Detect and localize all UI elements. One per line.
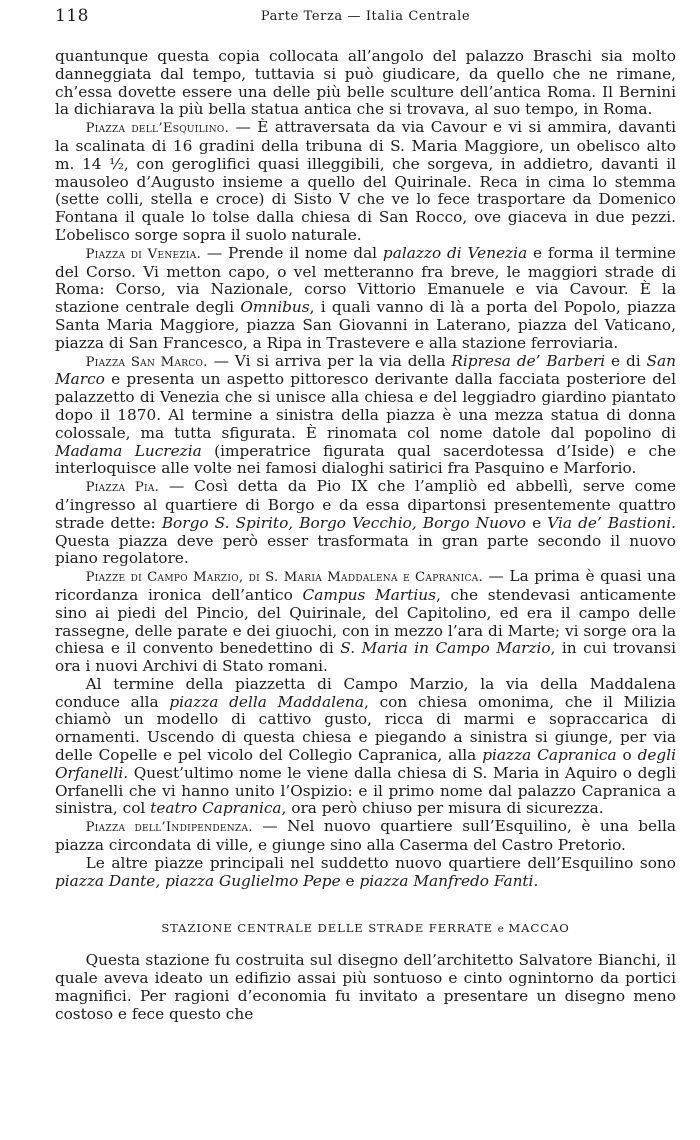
paragraph-text: Questa stazione fu costruita sul disegno dell’architetto Salvatore Bianchi, il quale aveva ideato un edifizio assai più sontuoso e cinto ognintorno da portici magnifici. Per ragioni d’economia fu invitato a presentare un disegno meno costoso e fece questo che (55, 951, 676, 1023)
entry-heading: Piazza di Venezia. (85, 246, 202, 262)
paragraph-piazza-pia (55, 478, 676, 568)
italic-run: piazza Manfredo Fanti. (359, 871, 539, 890)
text-run: Quest’ultimo nome le viene dalla chiesa di S. Maria in Aquiro o degli Orfanelli che vi hanno unito l’Ospizio: e il primo nome dal palazzo Capranica a sinistra, col (55, 763, 676, 818)
entry-heading: Piazza dell’Esquilino. (85, 121, 230, 137)
paragraph-piazza-san-marco (55, 353, 676, 479)
running-title: Parte Terza — Italia Centrale (260, 9, 471, 24)
text-run: (imperatrice figurata qual sacerdotessa d’Iside) e che interloquisce alle volte nei famosi dialoghi satirici fra Pasquino e Marforio. (55, 441, 676, 478)
section-title-conjunction: e (497, 923, 504, 936)
paragraph-piazza-indipendenza (55, 818, 676, 855)
entry-heading: Piazza Pia. (85, 480, 160, 496)
text-run: e (340, 871, 360, 890)
italic-run: Borgo S. Spirito, Borgo Vecchio, Borgo Nuovo (161, 513, 526, 532)
text-run: , con chiesa omonima, che il Milizia chiamò un modello di cattivo gusto, ricca di marmi e sopraccarica di ornamenti. Uscendo di questa chiesa e piegando a sinistra si giunge, per via delle Copelle e pel vicolo del Collegio Capranica, alla (55, 692, 676, 765)
italic-run: degli Orfanelli. (55, 746, 676, 782)
italic-run: S. Maria in Campo Marzio (340, 639, 551, 658)
paragraph-stazione (55, 952, 676, 1023)
text-run: e presenta un aspetto pittoresco derivante dalla facciata posteriore del palazzetto di Venezia che si unisce alla chiesa e del leggiadro giardino piantato dopo il 1870. Al termine a sinistra della piazza è una mezza statua di donna colossale, ma tutta sfigurata. È rinomata col nome datole dal popolino di (55, 370, 676, 442)
entry-heading: Piazza dell’Indipendenza. (85, 820, 253, 836)
paragraph-piazza-venezia (55, 245, 676, 353)
section-title-main: STAZIONE CENTRALE DELLE STRADE FERRATE (161, 921, 493, 936)
paragraph-text: quantunque questa copia collocata all’angolo del palazzo Braschi sia molto danneggiata dal tempo, tuttavia si può giudicare, da quello che ne rimane, ch’essa dovette essere una delle più belle sculture dell’antica Roma. Il Bernini la dichiarava la più bella statua antica che si trovava, al suo tempo, in Roma. (55, 47, 676, 119)
paragraph-text: — È attraversata da via Cavour e vi si ammira, davanti la scalinata di 16 gradini della tribuna di S. Maria Maggiore, un obelisco alto m. 14 ½, con geroglifici quasi illeggibili, che sorgeva, in addietro, davanti il mausoleo d’Augusto insieme a quello del Quirinale. Reca in cima lo stemma (sette colli, stella e croce) di Sisto V che ve lo fece trasportare da Domenico Fontana il quale lo tolse dalla chiesa di San Rocco, ove giaceva in due pezzi. L’obelisco sorge sopra il suolo naturale. (55, 118, 676, 244)
text-run: Al termine della piazzetta di Campo Marzio, la via della Maddalena conduce alla (55, 674, 676, 711)
italic-run: palazzo di Venezia (382, 243, 528, 262)
italic-run: piazza Dante, piazza Guglielmo Pepe (55, 871, 341, 890)
paragraph-continuation (55, 48, 676, 119)
paragraph-piazze-campo-marzio (55, 568, 676, 676)
text-run: — La prima è quasi una ricordanza ironica dell’antico (55, 567, 676, 604)
text-run: — Prende il nome dal (201, 243, 383, 262)
italic-run: Ripresa de’ Barberi (451, 351, 606, 370)
page-body (55, 48, 676, 1023)
text-run: — Vi si arriva per la via della (207, 351, 452, 370)
text-run: , che stendevasi anticamente sino ai piedi del Pincio, del Quirinale, del Capitolino, ed era il campo delle rassegne, delle parate e dei giuochi, con in mezzo l’ara di Marte; vi sorge ora la chiesa e il convento benedettino di (55, 585, 677, 658)
text-run: , i quali vanno di là a porta del Popolo, piazza Santa Maria Maggiore, piazza San Giovanni in Laterano, piazza del Vaticano, piazza di San Francesco, a Ripa in Trastevere e alla stazione ferroviaria. (55, 298, 676, 352)
paragraph-altre-piazze (55, 855, 676, 891)
entry-heading: Piazze di Campo Marzio, di S. Maria Maddalena e Capranica. (85, 570, 483, 586)
paragraph-piazza-maddalena (55, 676, 676, 818)
section-title (55, 920, 676, 939)
page-header (55, 6, 676, 36)
text-run: , ora però chiuso per misura di sicurezza. (281, 799, 604, 818)
italic-run: San Marco (55, 351, 676, 389)
text-run: Le altre piazze principali nel suddetto nuovo quartiere dell’Esquilino sono (85, 853, 676, 872)
paragraph-piazza-esquilino (55, 119, 676, 245)
text-run: e di (605, 351, 647, 370)
italic-run: piazza Capranica (482, 746, 617, 765)
italic-run: piazza della Maddalena (169, 692, 365, 711)
paragraph-text: — Nel nuovo quartiere sull’Esquilino, è una bella piazza circondata di ville, e giunge sino alla Caserma del Castro Pretorio. (55, 817, 676, 855)
section-title-end: MACCAO (508, 921, 570, 936)
italic-run: Madama Lucrezia (55, 441, 202, 460)
text-run: Questa piazza deve però esser trasformata in gran parte secondo il nuovo piano regolatore. (55, 531, 676, 568)
text-run: , in cui trovansi ora i nuovi Archivi di Stato romani. (55, 639, 677, 676)
italic-run: Omnibus (240, 298, 310, 317)
italic-run: teatro Capranica (150, 799, 282, 818)
italic-run: Campus Martius (302, 585, 436, 604)
italic-run: Via de’ Bastioni. (547, 513, 676, 532)
text-run: — Così detta da Pio IX che l’ampliò ed abbellì, serve come d’ingresso al quartiere di Borgo e da essa dipartonsi presentemente quattro strade dette: (55, 477, 677, 532)
text-run: o (616, 746, 638, 765)
page-number: 118 (55, 6, 89, 26)
text-run: e forma il termine del Corso. Vi metton capo, o vel metteranno fra breve, le maggiori strade di Roma: Corso, via Nazionale, corso Vittorio Emanuele e via Cavour. È la stazione centrale degli (55, 243, 676, 317)
text-run: e (526, 513, 548, 532)
entry-heading: Piazza San Marco. (85, 354, 208, 370)
